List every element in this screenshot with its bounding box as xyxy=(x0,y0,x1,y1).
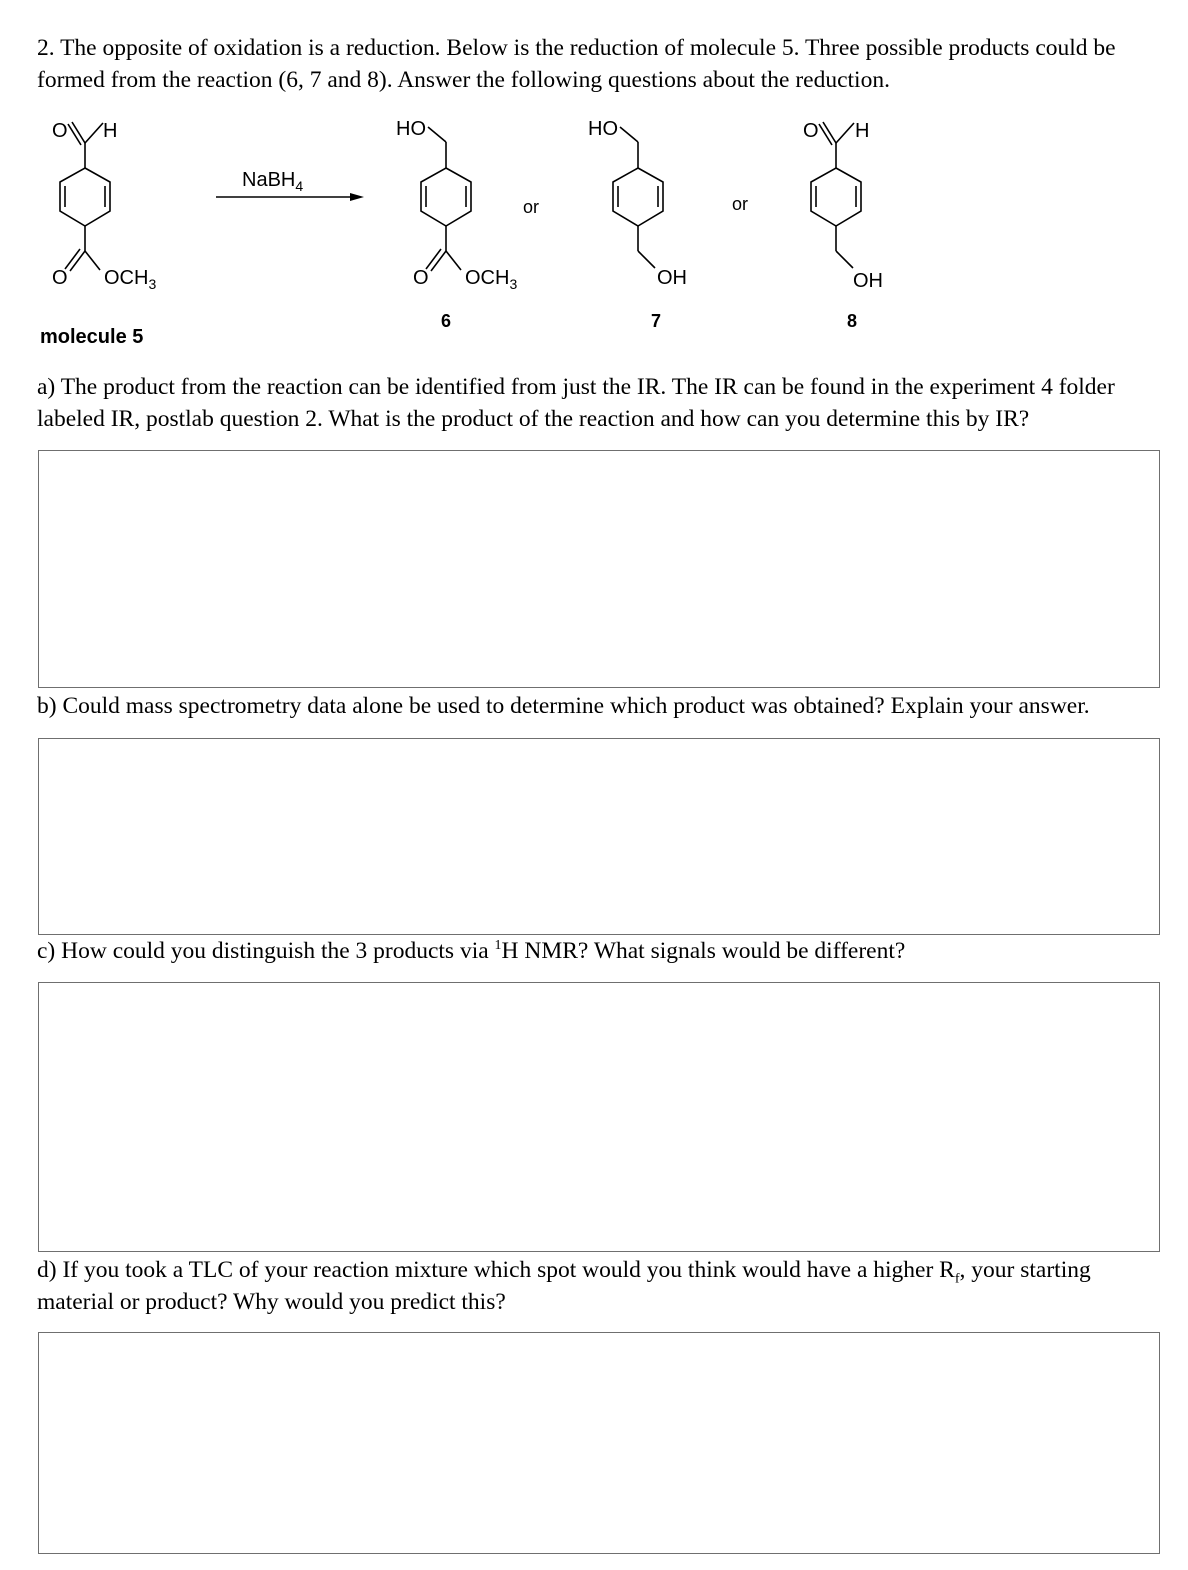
molecule-8-top-h: H xyxy=(855,120,870,142)
molecule-7-top-ho: HO xyxy=(588,118,618,140)
reaction-scheme xyxy=(0,110,1188,360)
molecule-5-structure xyxy=(60,122,110,271)
question-b-text: b) Could mass spectrometry data alone be used to determine which product was obtained? Explain your answer. xyxy=(37,693,1090,719)
or-label-1: or xyxy=(523,197,540,217)
molecule-7-structure xyxy=(613,127,663,268)
molecule-8-structure xyxy=(811,122,861,268)
molecule-5-bottom-group: $OCH_3$ xyxy=(104,267,157,292)
molecule-6-number: 6 xyxy=(440,311,452,331)
question-d-text: d) If you took a TLC of your reaction mixture which spot would you think would have a higher $R_f$, your starting material or product? Why would you predict this? xyxy=(37,1257,1091,1315)
molecule-6-structure xyxy=(421,127,471,271)
question-intro: 2. The opposite of oxidation is a reduction. Below is the reduction of molecule 5. Three possible products could be formed from the reaction (6, 7 and 8). Answer the following questions about the reduction. xyxy=(37,35,1116,93)
molecule-5-top-o: O xyxy=(52,120,68,142)
molecule-6-bottom-o: O xyxy=(413,267,429,289)
molecule-5-label: molecule 5 xyxy=(40,326,144,348)
question-a-text: a) The product from the reaction can be identified from just the IR. The IR can be found in the experiment 4 folder labeled IR, postlab question 2. What is the product of the reaction and how can you determine this by IR? xyxy=(37,374,1115,432)
molecule-8-top-o: O xyxy=(803,120,819,142)
molecule-8-number: 8 xyxy=(846,311,858,331)
reaction-arrow-head xyxy=(350,193,364,201)
molecule-5-top-h: H xyxy=(103,120,118,142)
answer-box-b[interactable] xyxy=(38,738,1160,935)
molecule-7-number: 7 xyxy=(650,311,662,331)
answer-box-a[interactable] xyxy=(38,450,1160,688)
molecule-7-bottom-oh: OH xyxy=(657,267,687,289)
answer-box-c[interactable] xyxy=(38,982,1160,1252)
molecule-6-bottom-group: $OCH_3$ xyxy=(465,267,518,292)
molecule-6-top-ho: HO xyxy=(396,118,426,140)
reagent-label: NaBH$_4$ xyxy=(242,169,304,194)
or-label-2: or xyxy=(732,194,749,214)
molecule-5-bottom-o: O xyxy=(52,267,68,289)
molecule-8-bottom-oh: OH xyxy=(853,270,883,292)
answer-box-d[interactable] xyxy=(38,1332,1160,1554)
question-c-text: c) How could you distinguish the 3 products via $^1$H NMR? What signals would be different? xyxy=(37,938,906,964)
